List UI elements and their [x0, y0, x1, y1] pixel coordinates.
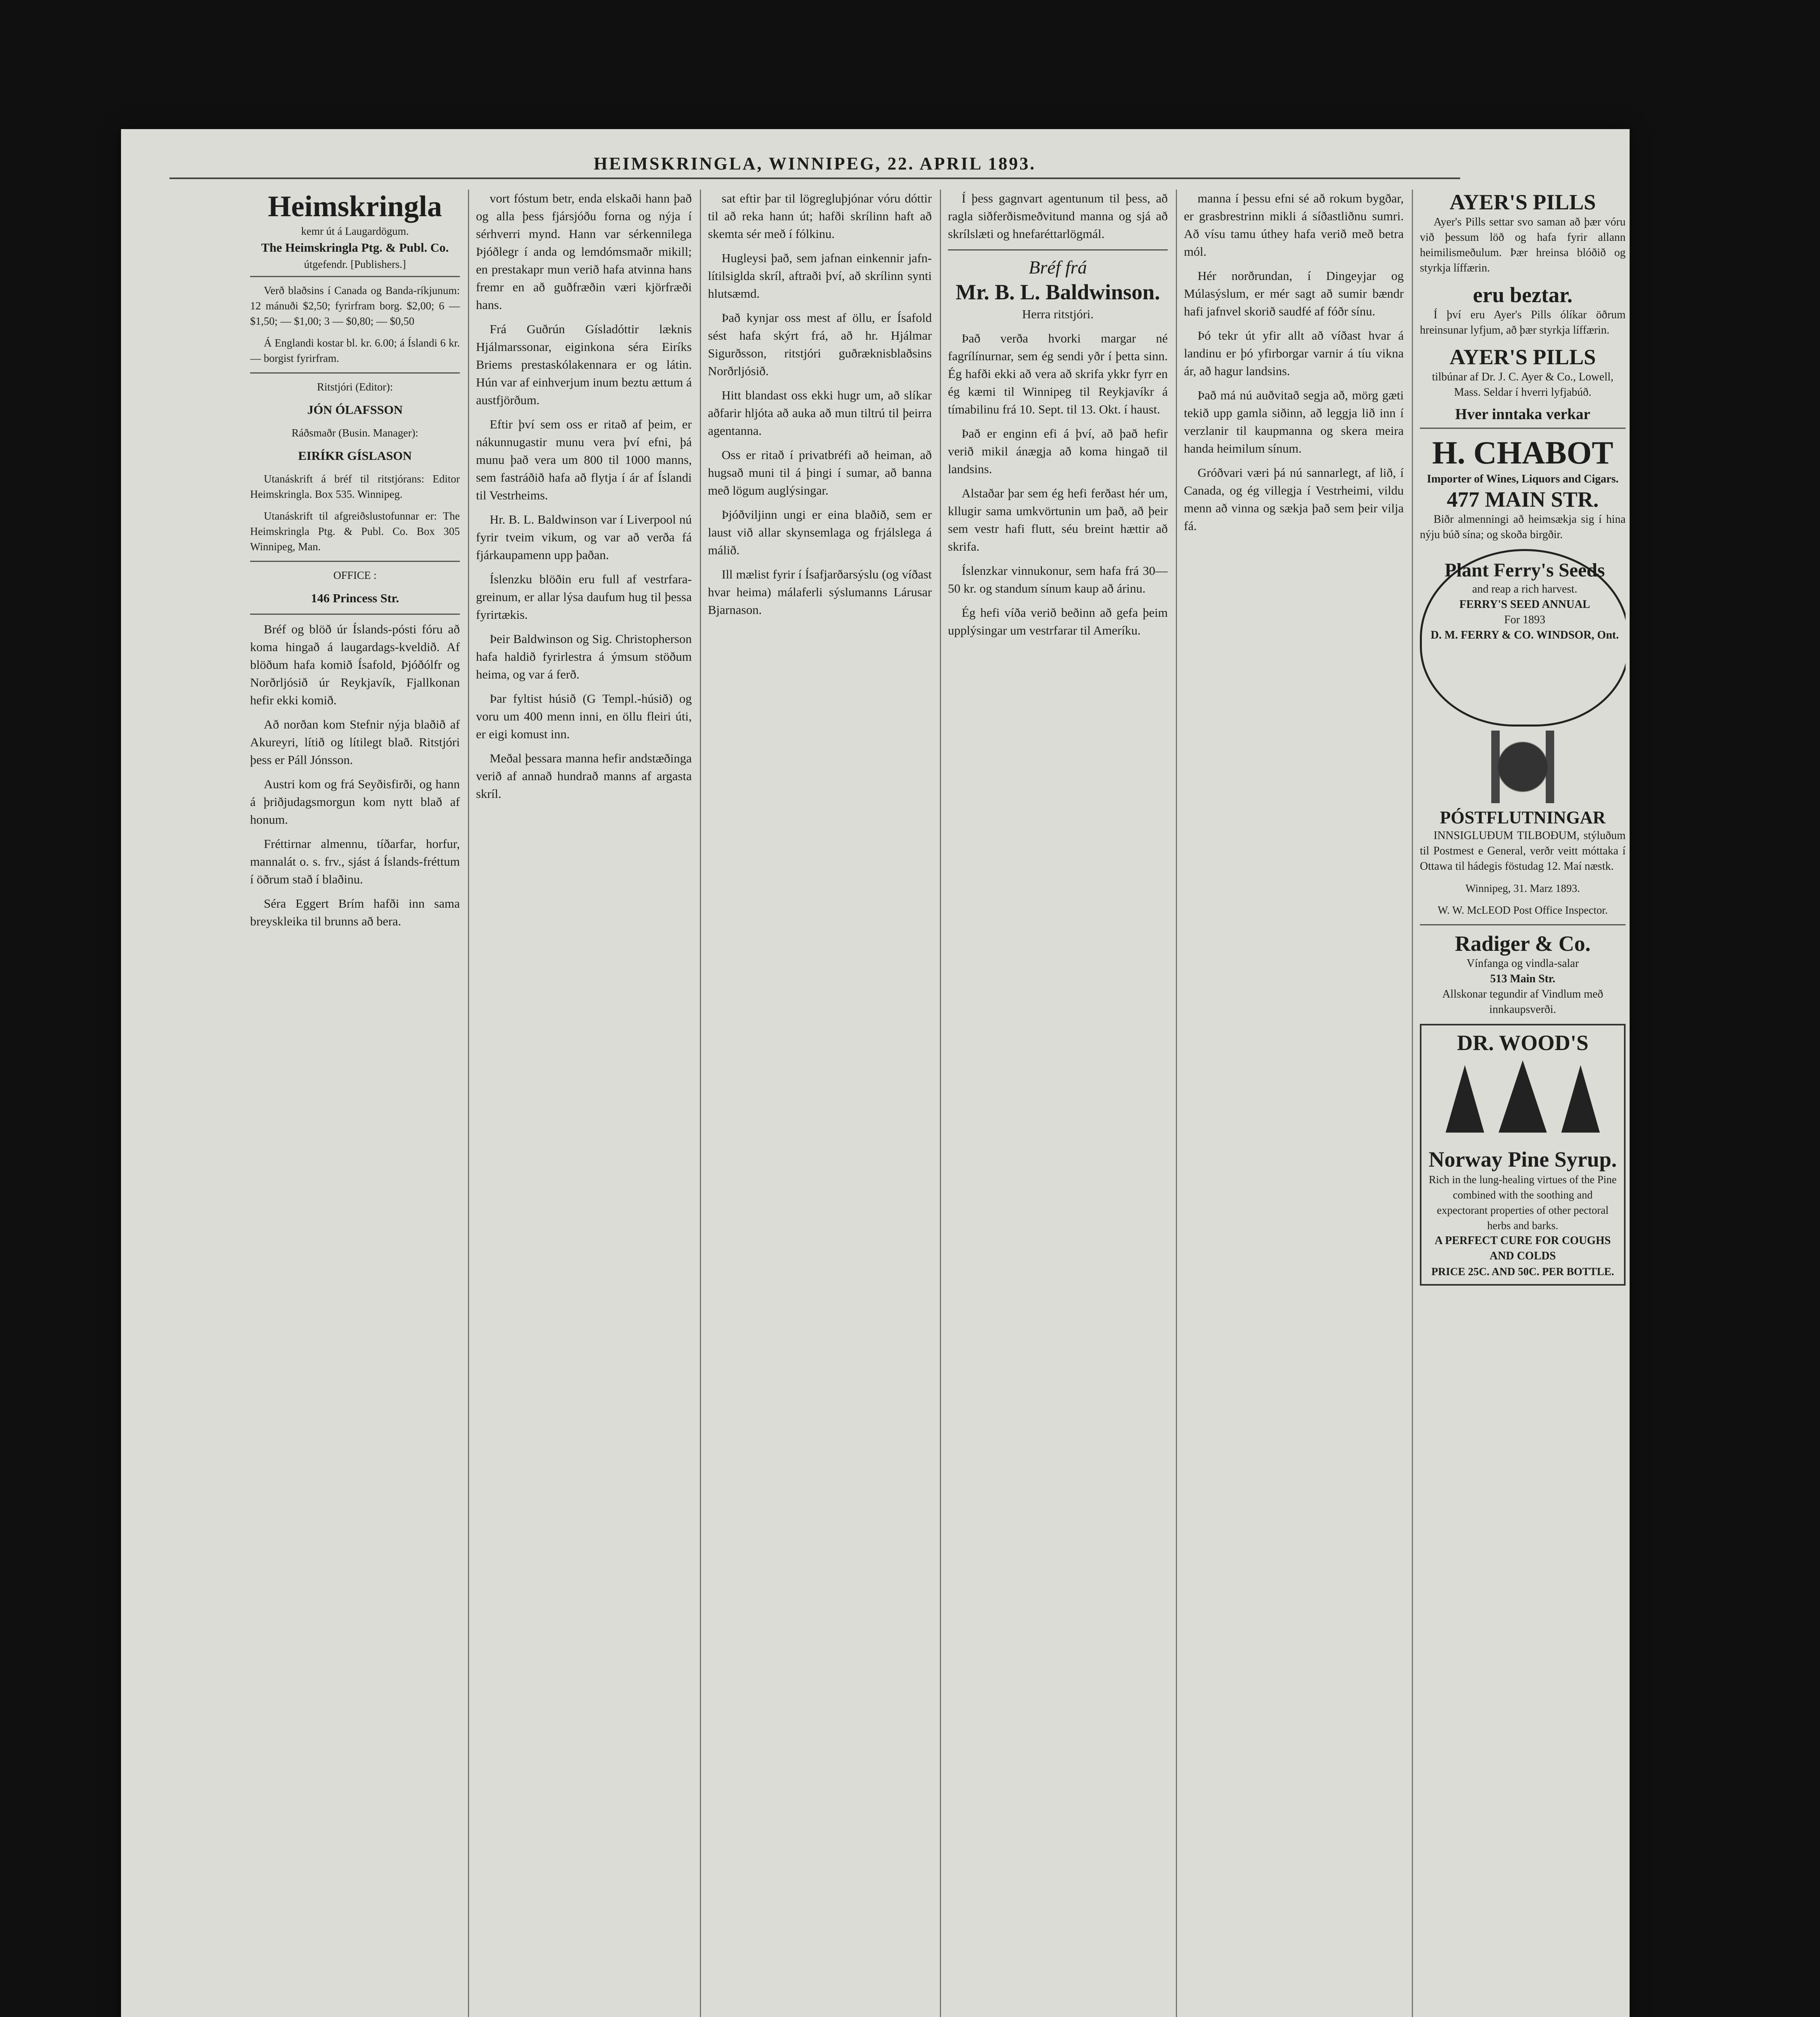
wood-text: Rich in the lung-healing virtues of the Pine combined with the soothing and expectorant properties of other pectoral herbs and barks. [1429, 1173, 1617, 1232]
address-editor: Utanáskrift á bréf til ritstjórans: Editor Heimskringla. Box 535. Winnipeg. [250, 473, 460, 500]
article-paragraph: Hr. B. L. Baldwinson var í Liverpool nú fyrir tveim vikum, og var að verða fá fjárkaupamenn upp þaðan. [476, 512, 692, 562]
article-paragraph: Eftir því sem oss er ritað af þeim, er nákunnugastir munu vera því efni, þá munu það vera um 800 til 1000 manns, sem fastráðið hafa að flytja í ár af Íslandi til Vestrheims. [476, 417, 692, 502]
article-paragraph: Alstaðar þar sem ég hefi ferðast hér um, kllugir sama umkvörtunin um það, að þeir sem vestr hafi flutt, séu breint hættir að skrifa. [948, 486, 1168, 553]
ad-text: INNSIGLUÐUM TILBOÐUM, stýluðum til Postmest e General, verðr veitt móttaka í Ottawa til hádegis föstudag 12. Maí næstk. [1420, 829, 1626, 873]
article-paragraph: Þeir Baldwinson og Sig. Christopherson hafa haldið fyrirlestra á ýmsum stöðum heima, og var á ferð. [476, 632, 692, 681]
post-title: PÓSTFLUTNINGAR [1440, 808, 1606, 827]
column-1 [250, 190, 460, 2017]
article-paragraph: Íslenzku blöðin eru full af vestrfara-greinum, er allar lýsa daufum hug til þessa fyrirtækis. [476, 572, 692, 622]
intro-line: kemr út á Laugardögum. [301, 225, 409, 237]
column-2 [476, 190, 692, 2017]
chabot-address: 477 MAIN STR. [1446, 487, 1599, 512]
article-paragraph: Hitt blandast oss ekki hugr um, að slíkar aðfarir hljóta að auka að mun tiltrú til þeirra agentanna. [708, 388, 932, 438]
wood-price: PRICE 25C. AND 50C. PER BOTTLE. [1431, 1265, 1614, 1278]
dr-woods-ad [1420, 1024, 1626, 1286]
column-4 [948, 190, 1168, 2017]
ayers-pills-tagline: eru beztar. [1473, 283, 1573, 307]
article-paragraph: Ég hefi víða verið beðinn að gefa þeim upplýsingar um vestrfarar til Ameríku. [948, 606, 1168, 637]
article-paragraph: Það er enginn efi á því, að það hefir verið mikil ánægja að koma hingað til landsins. [948, 426, 1168, 476]
article-paragraph: Þó tekr út yfir allt að víðast hvar á landinu er þó yfirborgar varnir á tíu vikna ár, að hagur landsins. [1184, 328, 1404, 378]
address-office: Utanáskrift til afgreiðslustofunnar er: The Heimskringla Ptg. & Publ. Co. Box 305 Winnipeg, Man. [250, 510, 460, 553]
column-divider [1412, 190, 1413, 2017]
article-paragraph: Þar fyltist húsið (G Templ.-húsið) og voru um 400 menn inni, en öllu fleiri úti, er eigi komust inn. [476, 691, 692, 741]
radiger-text: Allskonar tegundir af Vindlum með innkaupsverði. [1442, 988, 1603, 1016]
article-paragraph: Meðal þessara manna hefir andstæðinga verið af annað hundrað manns af argasta skríl. [476, 751, 692, 801]
paper-title: Heimskringla [268, 190, 442, 223]
column-divider [940, 190, 941, 2017]
radiger-subtitle: Vínfanga og vindla-salar [1466, 957, 1579, 970]
ferry-seeds-ad [1420, 549, 1626, 727]
article-paragraph: Það kynjar oss mest af öllu, er Ísafold sést hafa skýrt frá, að hr. Hjálmar Sigurðsson, ritstjóri guðræknisblaðsins Norðrljósið. [708, 311, 932, 378]
article-paragraph: manna í þessu efni sé að rokum bygðar, er grasbrestrinn mikli á síðastliðnu sumri. Að vísu tamu úthey hafa verið með betra mól. [1184, 191, 1404, 259]
royal-coat-of-arms-icon [1470, 731, 1575, 803]
ad-text: Ayer's Pills settar svo saman að þær vóru við þessum löð og hafa fyrir allann heimilismeðulum. Þær hreinsa blóðið og styrkja líffærin. [1420, 216, 1626, 274]
letter-headline: Mr. B. L. Baldwinson. [956, 280, 1160, 304]
editor-label: Ritstjóri (Editor): [317, 381, 393, 393]
post-date: Winnipeg, 31. Marz 1893. [1465, 882, 1580, 894]
letter-salutation: Herra ritstjóri. [1022, 307, 1094, 321]
article-paragraph: Hér norðrundan, í Dingeyjar og Múlasýslum, er mér sagt að sumir bændr hafi jafnvel skorið saudfé af fóðr sínu. [1184, 269, 1404, 318]
ferry-year: For 1893 [1504, 614, 1545, 626]
ferry-name: Plant Ferry's Seeds [1444, 560, 1605, 581]
column-divider [468, 190, 469, 2017]
column-divider [1176, 190, 1177, 2017]
article-paragraph: Oss er ritað í privatbréfi að heiman, að hugsað muni til á þingi í sumar, að banna með lögum auglýsingar. [708, 448, 932, 497]
article-paragraph: Bréf og blöð úr Íslands-pósti fóru að koma hingað á laugardags-kveldið. Af blöðum hafa komið Ísafold, Þjóðólfr og Norðrljósið úr Reykjavík, Fjallkonan hefir ekki komið. [250, 622, 460, 707]
ferry-subtitle: and reap a rich harvest. [1472, 583, 1578, 595]
article-paragraph: Íslenzkar vinnukonur, sem hafa frá 30—50 kr. og standum sínum kaup að árinu. [948, 564, 1168, 595]
article-paragraph: Að norðan kom Stefnir nýja blaðið af Akureyri, lítið og lítilegt blað. Ritstjóri þess er Páll Jónsson. [250, 717, 460, 767]
office-label: OFFICE : [333, 569, 377, 581]
ayers-pills-title: AYER'S PILLS [1449, 190, 1596, 214]
editor-name: JÓN ÓLAFSSON [307, 403, 403, 417]
article-paragraph: Ill mælist fyrir í Ísafjarðarsýslu (og víðast hvar heima) málaferli sýslumanns Lárusar Bjarnason. [708, 567, 932, 617]
ayers-pills-title-2: AYER'S PILLS [1449, 345, 1596, 369]
wood-cure: A PERFECT CURE FOR COUGHS AND COLDS [1434, 1234, 1611, 1262]
manager-name: EIRÍKR GÍSLASON [298, 449, 412, 463]
article-paragraph: Þjóðviljinn ungi er eina blaðið, sem er laust við allar skynsemlaga og frjálslega á málið. [708, 507, 932, 557]
article-paragraph: Fréttirnar almennu, tíðarfar, horfur, mannalát o. s. frv., sjást á Íslands-fréttum í öðrum stað í blaðinu. [250, 837, 460, 886]
article-paragraph: Í þess gagnvart agentunum til þess, að ragla siðferðismeðvitund manna og sjá að skrílslæti og hnefaréttarlögmál. [948, 191, 1168, 241]
chabot-subtitle: Importer of Wines, Liquors and Cigars. [1427, 473, 1619, 485]
subscription-prices: Verð blaðsins í Canada og Banda-ríkjunum: 12 mánuði $2,50; fyrirfram borg. $2,00; 6 — $1,50; — $1,00; 3 — $0,80; — $0,50 [250, 284, 460, 327]
divider [1420, 428, 1626, 429]
article-paragraph: Gróðvari væri þá nú sannarlegt, af lið, í Canada, og ég villegja í Vestrheimi, vildu menn að vinna og sækja það sem þeir vilja fá. [1184, 466, 1404, 533]
divider [250, 372, 460, 374]
column-6-ads [1420, 190, 1626, 2017]
article-paragraph: sat eftir þar til lögregluþjónar vóru dóttir til að reka hann út; hafði skrílinn haft að skemta sér með í fólkinu. [708, 191, 932, 241]
radiger-address: 513 Main Str. [1490, 973, 1555, 985]
divider [1420, 924, 1626, 925]
wood-product: Norway Pine Syrup. [1428, 1147, 1617, 1171]
ad-text: Í því eru Ayer's Pills ólíkar öðrum hreinsunar lyfjum, að þær styrkja líffærin. [1420, 309, 1626, 336]
column-divider [700, 190, 701, 2017]
divider [250, 614, 460, 615]
publication-info-box [250, 190, 460, 277]
ad-text: tilbúnar af Dr. J. C. Ayer & Co., Lowell, Mass. Seldar í hverri lyfjabúð. [1432, 371, 1614, 399]
post-signature: W. W. McLEOD Post Office Inspector. [1438, 904, 1608, 916]
page-masthead: HEIMSKRINGLA, WINNIPEG, 22. APRIL 1893. [169, 153, 1460, 179]
wood-name: DR. WOOD'S [1457, 1031, 1589, 1055]
ayers-pills-footer: Hver inntaka verkar [1455, 406, 1590, 423]
article-paragraph: Séra Eggert Brím hafði inn sama breyskleika til brunns að bera. [250, 896, 460, 928]
radiger-name: Radiger & Co. [1455, 931, 1591, 956]
article-paragraph: Það má nú auðvitað segja að, mörg gæti tekið upp gamla siðinn, að leggja lið inn í verzlanir til kaupmanna og skera meira handa heimilum sínum. [1184, 388, 1404, 455]
england-price: Á Englandi kostar bl. kr. 6.00; á Íslandi 6 kr. — borgist fyrirfram. [250, 337, 460, 364]
divider [948, 249, 1168, 251]
article-paragraph: Frá Guðrún Gísladóttir læknis Hjálmarssonar, eiginkona séra Eiríks Briems prestaskólakennara er og látin. Hún var af einhverjum inum beztu ættum á austfjörðum. [476, 322, 692, 407]
article-paragraph: Það verða hvorki margar né fagrílínurnar, sem ég sendi yðr í þetta sinn. Ég hafði ekki að vera að skrifa ykkr fyrr en ég kæmi til Winnipeg til Reykjavíkr á tímabilinu frá 10. Sept. til 13. Okt. í haust. [948, 331, 1168, 416]
article-paragraph: Hugleysi það, sem jafnan einkennir jafn-lítilsiglda skríl, aftraði því, að skrílinn synti hlutsæmd. [708, 251, 932, 301]
manager-label: Ráðsmaðr (Busin. Manager): [291, 427, 419, 439]
publisher-name: The Heimskringla Ptg. & Publ. Co. [261, 240, 449, 255]
letter-headline-top: Bréf frá [1029, 257, 1087, 278]
ferry-annual: FERRY'S SEED ANNUAL [1459, 598, 1590, 611]
article-paragraph: vort fóstum betr, enda elskaði hann það og alla þess fjársjóðu forna og nýja í sérhverri mynd. Hann var sérkennilega Þjóðlegr í anda og lemdómsmaðr mikill; en prestakapr mun verið hafa atvinna hans fremr en að guðfræðin væri kjörfræði hans. [476, 191, 692, 312]
ad-text: Biðr almenningi að heimsækja sig í hina nýju búð sína; og skoða birgðir. [1420, 513, 1626, 541]
column-5 [1184, 190, 1404, 2017]
divider [250, 561, 460, 562]
chabot-name: H. CHABOT [1432, 435, 1613, 471]
column-3 [708, 190, 932, 2017]
publisher-note: útgefendr. [Publishers.] [304, 258, 406, 270]
office-address: 146 Princess Str. [311, 591, 399, 605]
article-paragraph: Austri kom og frá Seyðisfirði, og hann á þriðjudagsmorgun kom nytt blað af honum. [250, 777, 460, 827]
pine-trees-icon [1426, 1059, 1619, 1139]
ferry-address: D. M. FERRY & CO. WINDSOR, Ont. [1430, 629, 1619, 641]
